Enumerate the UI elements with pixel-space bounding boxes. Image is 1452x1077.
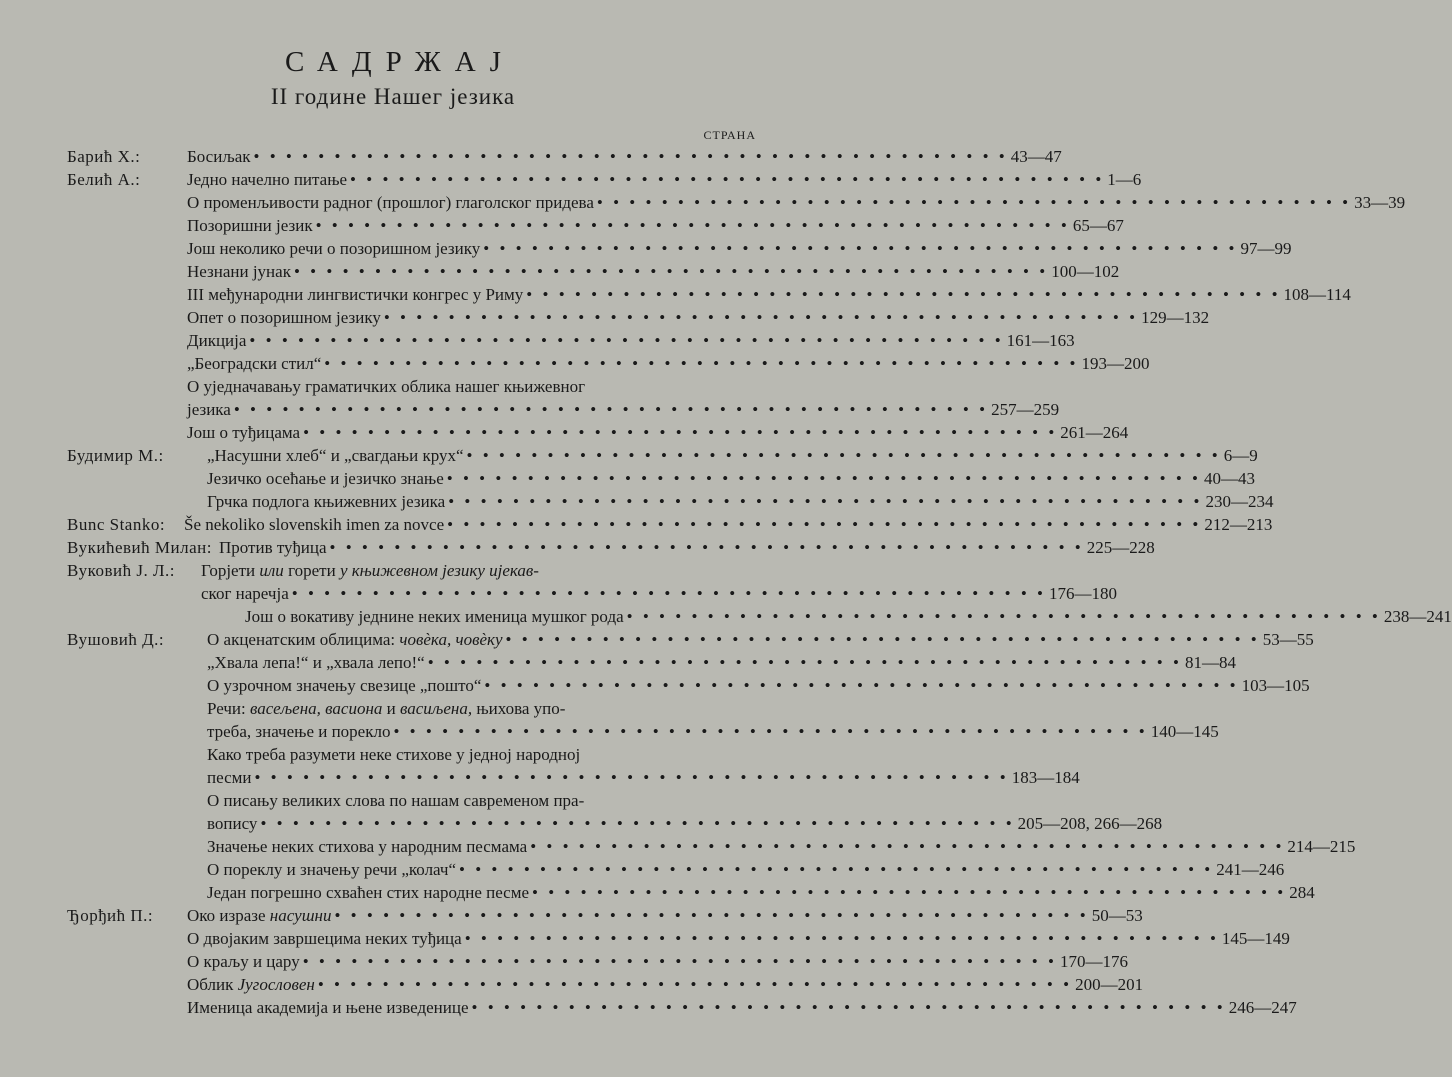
toc-dot-leader: • • • • • • • • • • • • • • • • • • • • • • • • • • • • • • • • • • • • • • • • • • • • • • •	[317, 975, 1073, 994]
toc-author: Вуковић Ј. Л.:	[67, 561, 176, 580]
toc-entry-pages: 140—145	[1150, 722, 1219, 741]
toc-entry-continuation[interactable]	[187, 399, 1060, 421]
toc-author: Bunc Stanko:	[67, 515, 166, 534]
toc-entry-title: „Насушни хлеб“ и „свагдањи крух“	[207, 446, 464, 465]
toc-entry-pages: 97—99	[1240, 239, 1292, 258]
toc-entry-pages: 6—9	[1223, 446, 1258, 465]
toc-entry-pages: 161—163	[1006, 331, 1075, 350]
toc-entry-pages: 183—184	[1011, 768, 1080, 787]
toc-entry-title: Језичко осећање и језичко знање	[207, 469, 444, 488]
toc-entry-pages: 40—43	[1204, 469, 1255, 488]
toc-dot-leader: • • • • • • • • • • • • • • • • • • • • • • • • • • • • • • • • • • • • • • • • • • • • • • •	[532, 883, 1287, 902]
toc-dot-leader: • • • • • • • • • • • • • • • • • • • • • • • • • • • • • • • • • • • • • • • • • • • • • • •	[293, 262, 1049, 281]
toc-dot-leader: • • • • • • • • • • • • • • • • • • • • • • • • • • • • • • • • • • • • • • • • • • • • • • •	[427, 653, 1182, 672]
toc-entry-title: Још о туђицама	[187, 423, 301, 442]
toc-entry[interactable]	[207, 445, 1258, 467]
toc-entry[interactable]	[207, 744, 751, 766]
toc-entry[interactable]	[187, 330, 1075, 352]
toc-entry-continuation[interactable]	[201, 583, 1117, 605]
toc-entry-pages: 225—228	[1086, 538, 1155, 557]
toc-entry[interactable]	[187, 284, 1351, 306]
toc-entry-title: Именица академија и њене изведенице	[187, 998, 469, 1017]
toc-entry-pages: 43—47	[1010, 147, 1062, 166]
toc-dot-leader: • • • • • • • • • • • • • • • • • • • • • • • • • • • • • • • • • • • • • • • • • • • • • • •	[448, 492, 1203, 511]
toc-dot-leader: • • • • • • • • • • • • • • • • • • • • • • • • • • • • • • • • • • • • • • • • • • • • • • •	[526, 285, 1281, 304]
page-subtitle: II године Нашег језика	[270, 84, 516, 109]
toc-entry-pages: 170—176	[1059, 952, 1128, 971]
toc-dot-leader: • • • • • • • • • • • • • • • • • • • • • • • • • • • • • • • • • • • • • • • • • • • • • • •	[329, 538, 1084, 557]
toc-entry[interactable]	[184, 514, 1273, 536]
toc-entry[interactable]	[207, 652, 1236, 674]
toc-entry[interactable]	[187, 997, 1297, 1019]
toc-entry-pages: 261—264	[1060, 423, 1129, 442]
toc-entry-pages: 257—259	[991, 400, 1060, 419]
toc-entry-title-part: Југословен	[237, 975, 315, 994]
toc-entry-title: Дикција	[187, 331, 247, 350]
toc-entry[interactable]	[187, 353, 1150, 375]
page-column-label: СТРАНА	[703, 128, 756, 142]
toc-entry-title: Како треба разумети неке стихове у једној народној	[207, 745, 581, 764]
toc-author: Будимир М.:	[67, 446, 164, 465]
toc-entry-title: Против туђица	[219, 538, 327, 557]
toc-entry-title-part: Облик	[187, 975, 238, 994]
toc-entry[interactable]	[187, 905, 1143, 927]
toc-entry-title-part: њихова упо-	[472, 699, 566, 718]
toc-entry[interactable]	[187, 951, 1128, 973]
toc-entry-title: Грчка подлога књижевних језика	[207, 492, 446, 511]
toc-dot-leader: • • • • • • • • • • • • • • • • • • • • • • • • • • • • • • • • • • • • • • • • • • • • • • •	[466, 446, 1221, 465]
toc-entry-title-part: васиљена,	[400, 699, 473, 718]
toc-entry-continuation[interactable]	[207, 721, 1219, 743]
toc-entry-title: Босиљак	[187, 147, 251, 166]
toc-entry-pages: 176—180	[1048, 584, 1117, 603]
page-title: САДРЖАЈ	[285, 46, 515, 78]
toc-entry-continuation[interactable]	[207, 813, 1163, 835]
toc-dot-leader: • • • • • • • • • • • • • • • • • • • • • • • • • • • • • • • • • • • • • • • • • • • • • • •	[324, 354, 1079, 373]
toc-dot-leader: • • • • • • • • • • • • • • • • • • • • • • • • • • • • • • • • • • • • • • • • • • • • • • •	[459, 860, 1214, 879]
toc-dot-leader: • • • • • • • • • • • • • • • • • • • • • • • • • • • • • • • • • • • • • • • • • • • • • • •	[626, 607, 1381, 626]
toc-entry-pages: 129—132	[1141, 308, 1210, 327]
toc-dot-leader: • • • • • • • • • • • • • • • • • • • • • • • • • • • • • • • • • • • • • • • • • • • • • • •	[334, 906, 1089, 925]
toc-entry-title-part: васељена, васиона	[249, 699, 383, 718]
toc-entry-title-cont: треба, значење и порекло	[207, 722, 391, 741]
toc-entry-title-part: О акценатским облицима:	[207, 630, 400, 649]
toc-entry-title: О уједначавању граматичких облика нашег књижевног	[187, 377, 586, 396]
toc-entry-title: О писању великих слова по нашам савременом пра-	[207, 791, 585, 810]
toc-entry-title: „Београдски стил“	[187, 354, 322, 373]
toc-entry-pages: 100—102	[1051, 262, 1120, 281]
toc-entry-title-part: и	[382, 699, 400, 718]
toc-entry-pages: 1—6	[1107, 170, 1142, 189]
toc-entry-pages: 246—247	[1228, 998, 1297, 1017]
toc-dot-leader: • • • • • • • • • • • • • • • • • • • • • • • • • • • • • • • • • • • • • • • • • • • • • • •	[596, 193, 1352, 212]
toc-entry[interactable]	[245, 606, 1452, 628]
toc-author: Вукићевић Милан:	[67, 538, 212, 557]
toc-entry-title-cont: вопису	[207, 814, 258, 833]
toc-entry-title-part: у књижевном језику ијекав-	[335, 561, 539, 580]
toc-entry-title-part: човѐка, човѐку	[399, 630, 503, 649]
toc-entry-pages: 205—208, 266—268	[1017, 814, 1163, 833]
toc-dot-leader: • • • • • • • • • • • • • • • • • • • • • • • • • • • • • • • • • • • • • • • • • • • • • • •	[350, 170, 1105, 189]
toc-entry-pages: 230—234	[1205, 492, 1274, 511]
toc-entry-title	[201, 560, 539, 582]
toc-entry-title-part: насушни	[269, 906, 332, 925]
toc-entry-title-part: Речи:	[207, 699, 250, 718]
toc-entry-title: Једно начелно питање	[187, 170, 348, 189]
toc-entry-pages: 33—39	[1354, 193, 1406, 212]
toc-entry-title: III међународни лингвистички конгрес у Риму	[187, 285, 524, 304]
toc-entry-title-part: Око изразе	[187, 906, 270, 925]
toc-entry-title-cont: језика	[187, 400, 231, 419]
toc-entry[interactable]	[207, 882, 1315, 904]
toc-dot-leader: • • • • • • • • • • • • • • • • • • • • • • • • • • • • • • • • • • • • • • • • • • • • • • •	[253, 147, 1008, 166]
toc-dot-leader: • • • • • • • • • • • • • • • • • • • • • • • • • • • • • • • • • • • • • • • • • • • • • • •	[302, 952, 1057, 971]
toc-dot-leader: • • • • • • • • • • • • • • • • • • • • • • • • • • • • • • • • • • • • • • • • • • • • • • •	[447, 515, 1202, 534]
toc-entry-title: Значење неких стихова у народним песмама	[207, 837, 528, 856]
toc-entry-title-part: или	[255, 561, 289, 580]
toc-entry-title: О двојаким завршецима неких туђица	[187, 929, 462, 948]
toc-entry-pages: 103—105	[1241, 676, 1310, 695]
toc-entry[interactable]	[207, 491, 1274, 513]
toc-author: Ђорђић П.:	[67, 906, 154, 925]
toc-entry-title: Še nekoliko slovenskih imen za novce	[184, 515, 445, 534]
toc-entry-title	[207, 698, 565, 720]
toc-dot-leader: • • • • • • • • • • • • • • • • • • • • • • • • • • • • • • • • • • • • • • • • • • • • • • •	[303, 423, 1058, 442]
toc-author: Вушовић Д.:	[67, 630, 165, 649]
toc-entry[interactable]	[207, 675, 1310, 697]
toc-entry-title: Позоришни језик	[187, 216, 313, 235]
toc-entry-pages: 81—84	[1184, 653, 1236, 672]
toc-dot-leader: • • • • • • • • • • • • • • • • • • • • • • • • • • • • • • • • • • • • • • • • • • • • • • •	[291, 584, 1046, 603]
toc-dot-leader: • • • • • • • • • • • • • • • • • • • • • • • • • • • • • • • • • • • • • • • • • • • • • • •	[383, 308, 1139, 327]
toc-entry-title	[187, 905, 331, 927]
toc-entry[interactable]	[187, 974, 1144, 996]
toc-dot-leader: • • • • • • • • • • • • • • • • • • • • • • • • • • • • • • • • • • • • • • • • • • • • • • •	[260, 814, 1015, 833]
toc-dot-leader: • • • • • • • • • • • • • • • • • • • • • • • • • • • • • • • • • • • • • • • • • • • • • • •	[233, 400, 989, 419]
toc-entry-pages: 241—246	[1216, 860, 1285, 879]
toc-entry-pages: 212—213	[1204, 515, 1273, 534]
toc-entry-title-cont: песми	[207, 768, 252, 787]
toc-entry-title: Незнани јунак	[187, 262, 291, 281]
toc-entry[interactable]	[187, 238, 1292, 260]
toc-entry[interactable]	[207, 859, 1285, 881]
toc-entry-title	[187, 974, 315, 996]
toc-entry-continuation[interactable]	[207, 767, 1080, 789]
toc-entry-title: Опет о позоришном језику	[187, 308, 381, 327]
toc-entry-title-cont: ског наречја	[201, 584, 289, 603]
toc-dot-leader: • • • • • • • • • • • • • • • • • • • • • • • • • • • • • • • • • • • • • • • • • • • • • • •	[483, 239, 1238, 258]
toc-entry-title: О краљу и цару	[187, 952, 300, 971]
toc-entry[interactable]	[187, 215, 1124, 237]
toc-entry[interactable]	[207, 698, 751, 720]
toc-entry-title-part: Горјети	[201, 561, 256, 580]
toc-entry[interactable]	[219, 537, 1155, 559]
toc-entry[interactable]	[187, 376, 751, 398]
toc-entry-pages: 65—67	[1072, 216, 1124, 235]
toc-author: Барић Х.:	[67, 147, 141, 166]
toc-entry-title: О узрочном значењу свезице „пошто“	[207, 676, 482, 695]
toc-entry-title: О пореклу и значењу речи „колач“	[207, 860, 457, 879]
toc-dot-leader: • • • • • • • • • • • • • • • • • • • • • • • • • • • • • • • • • • • • • • • • • • • • • • •	[315, 216, 1070, 235]
toc-dot-leader: • • • • • • • • • • • • • • • • • • • • • • • • • • • • • • • • • • • • • • • • • • • • • • •	[464, 929, 1219, 948]
toc-entry[interactable]	[187, 169, 1142, 191]
toc-entry-title: „Хвала лепа!“ и „хвала лепо!“	[207, 653, 425, 672]
toc-entry[interactable]	[207, 468, 1255, 490]
toc-entry-pages: 108—114	[1283, 285, 1351, 304]
toc-entry-pages: 145—149	[1221, 929, 1290, 948]
toc-dot-leader: • • • • • • • • • • • • • • • • • • • • • • • • • • • • • • • • • • • • • • • • • • • • • • •	[471, 998, 1226, 1017]
toc-entry-title: Још неколико речи о позоришном језику	[187, 239, 481, 258]
toc-entry[interactable]	[187, 422, 1129, 444]
toc-dot-leader: • • • • • • • • • • • • • • • • • • • • • • • • • • • • • • • • • • • • • • • • • • • • • • •	[505, 630, 1260, 649]
toc-entry-pages: 214—215	[1287, 837, 1356, 856]
toc-dot-leader: • • • • • • • • • • • • • • • • • • • • • • • • • • • • • • • • • • • • • • • • • • • • • • •	[446, 469, 1201, 488]
toc-entry[interactable]	[187, 192, 1406, 214]
toc-entry[interactable]	[187, 307, 1210, 329]
toc-dot-leader: • • • • • • • • • • • • • • • • • • • • • • • • • • • • • • • • • • • • • • • • • • • • • • •	[254, 768, 1009, 787]
toc-entry[interactable]	[187, 928, 1290, 950]
toc-entry[interactable]	[187, 261, 1120, 283]
toc-entry-title	[207, 629, 503, 651]
toc-entry[interactable]	[201, 560, 751, 582]
toc-entry-pages: 193—200	[1081, 354, 1150, 373]
toc-entry-title: О променљивости радног (прошлог) глаголског придева	[187, 193, 594, 212]
toc-entry-title: Још о вокативу једнине неких именица мушког рода	[245, 607, 624, 626]
toc-entry-pages: 53—55	[1262, 630, 1314, 649]
toc-dot-leader: • • • • • • • • • • • • • • • • • • • • • • • • • • • • • • • • • • • • • • • • • • • • • • •	[393, 722, 1148, 741]
toc-author: Белић А.:	[67, 170, 141, 189]
toc-entry-title: Један погрешно схваћен стих народне песме	[207, 883, 530, 902]
toc-dot-leader: • • • • • • • • • • • • • • • • • • • • • • • • • • • • • • • • • • • • • • • • • • • • • • •	[484, 676, 1239, 695]
toc-entry[interactable]	[207, 629, 1314, 651]
toc-entry-pages: 284	[1289, 883, 1315, 902]
toc-entry-pages: 200—201	[1075, 975, 1144, 994]
toc-dot-leader: • • • • • • • • • • • • • • • • • • • • • • • • • • • • • • • • • • • • • • • • • • • • • • •	[249, 331, 1004, 350]
toc-entry-title-part: горети	[288, 561, 336, 580]
toc-dot-leader: • • • • • • • • • • • • • • • • • • • • • • • • • • • • • • • • • • • • • • • • • • • • • • •	[530, 837, 1285, 856]
toc-entry[interactable]	[207, 790, 751, 812]
toc-entry[interactable]	[187, 146, 1062, 168]
toc-entry-pages: 50—53	[1091, 906, 1143, 925]
toc-entry[interactable]	[207, 836, 1356, 858]
toc-entry-pages: 238—241	[1383, 607, 1452, 626]
